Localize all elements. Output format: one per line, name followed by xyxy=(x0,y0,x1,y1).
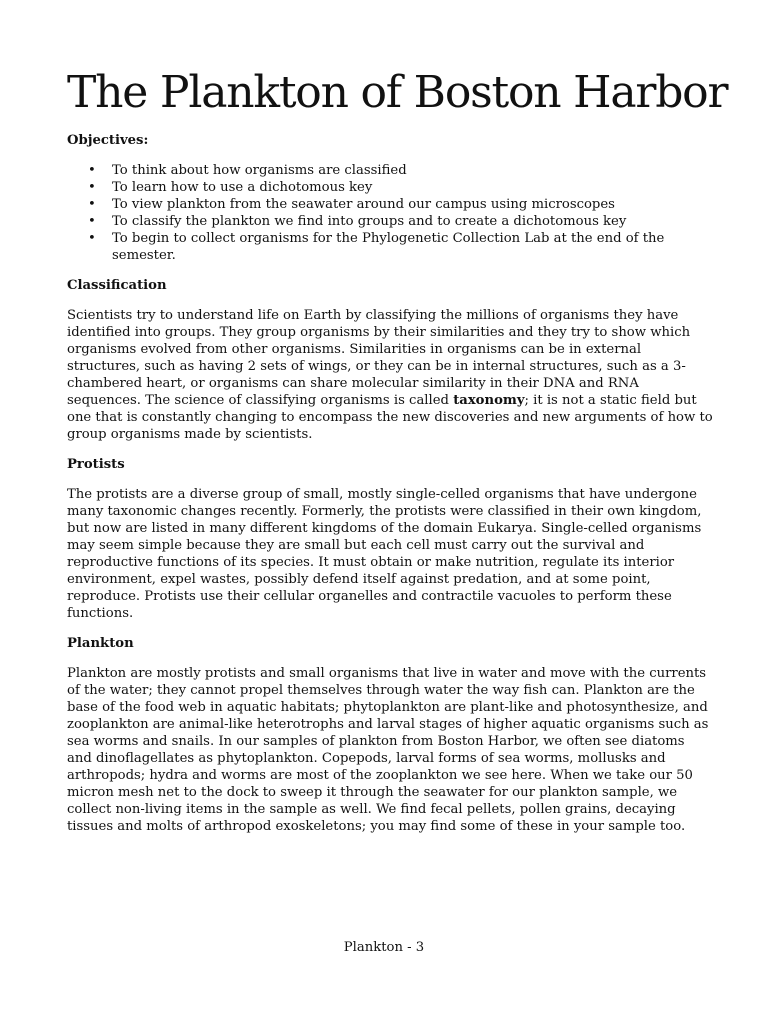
classification-heading: Classification xyxy=(67,278,167,293)
plankton-heading: Plankton xyxy=(67,636,134,651)
classification-paragraph xyxy=(67,307,713,443)
classification-text-after: ; it is not a static field but one that is constantly changing to encompass the new discoveries and new arguments of how to group organisms made by scientists. xyxy=(67,393,713,442)
bullet-icon: • xyxy=(88,231,96,246)
objective-text: To think about how organisms are classified xyxy=(112,163,407,178)
bullet-icon: • xyxy=(88,214,96,229)
protists-heading: Protists xyxy=(67,457,125,472)
objective-text: To begin to collect organisms for the Phylogenetic Collection Lab at the end of the semester. xyxy=(112,231,665,263)
objectives-heading: Objectives: xyxy=(67,133,149,148)
objective-text: To view plankton from the seawater around our campus using microscopes xyxy=(112,197,615,212)
objective-item xyxy=(67,230,713,264)
objective-item xyxy=(67,213,713,230)
objective-text: To classify the plankton we find into groups and to create a dichotomous key xyxy=(112,214,627,229)
protists-paragraph: The protists are a diverse group of small, mostly single-celled organisms that have undergone many taxonomic changes recently. Formerly, the protists were classified in their own kingdom, but now are listed in many different kingdoms of the domain Eukarya. Single-celled organisms may seem simple because they are small but each cell must carry out the survival and reproductive functions of its species. It must obtain or make nutrition, regulate its interior environment, expel wastes, possibly defend itself against predation, and at some point, reproduce. Protists use their cellular organelles and contractile vacuoles to perform these functions. xyxy=(67,487,702,621)
page-title: The Plankton of Boston Harbor xyxy=(67,67,728,118)
objective-item xyxy=(67,179,713,196)
taxonomy-term: taxonomy xyxy=(453,393,525,408)
bullet-icon: • xyxy=(88,197,96,212)
bullet-icon: • xyxy=(88,180,96,195)
objectives-list xyxy=(67,162,713,264)
objective-item xyxy=(67,196,713,213)
bullet-icon: • xyxy=(88,163,96,178)
document-body xyxy=(67,132,713,848)
classification-text-before: Scientists try to understand life on Earth by classifying the millions of organisms they have identified into groups. They group organisms by their similarities and they try to show which organisms evolved from other organisms. Similarities in organisms can be in external structures, such as having 2 sets of wings, or they can be in internal structures, such as a 3-chambered heart, or organisms can share molecular similarity in their DNA and RNA sequences. The science of classifying organisms is called xyxy=(67,308,691,408)
page-footer: Plankton - 3 xyxy=(343,940,425,955)
objective-text: To learn how to use a dichotomous key xyxy=(112,180,373,195)
plankton-paragraph: Plankton are mostly protists and small organisms that live in water and move with the currents of the water; they cannot propel themselves through water the way fish can. Plankton are the base of the food web in aquatic habitats; phytoplankton are plant-like and photosynthesize, and zooplankton are animal-like heterotrophs and larval stages of higher aquatic organisms such as sea worms and snails. In our samples of plankton from Boston Harbor, we often see diatoms and dinoflagellates as phytoplankton. Copepods, larval forms of sea worms, mollusks and arthropods; hydra and worms are most of the zooplankton we see here. When we take our 50 micron mesh net to the dock to sweep it through the seawater for our plankton sample, we collect non-living items in the sample as well. We find fecal pellets, pollen grains, decaying tissues and molts of arthropod exoskeletons; you may find some of these in your sample too. xyxy=(67,666,709,834)
objective-item xyxy=(67,162,713,179)
